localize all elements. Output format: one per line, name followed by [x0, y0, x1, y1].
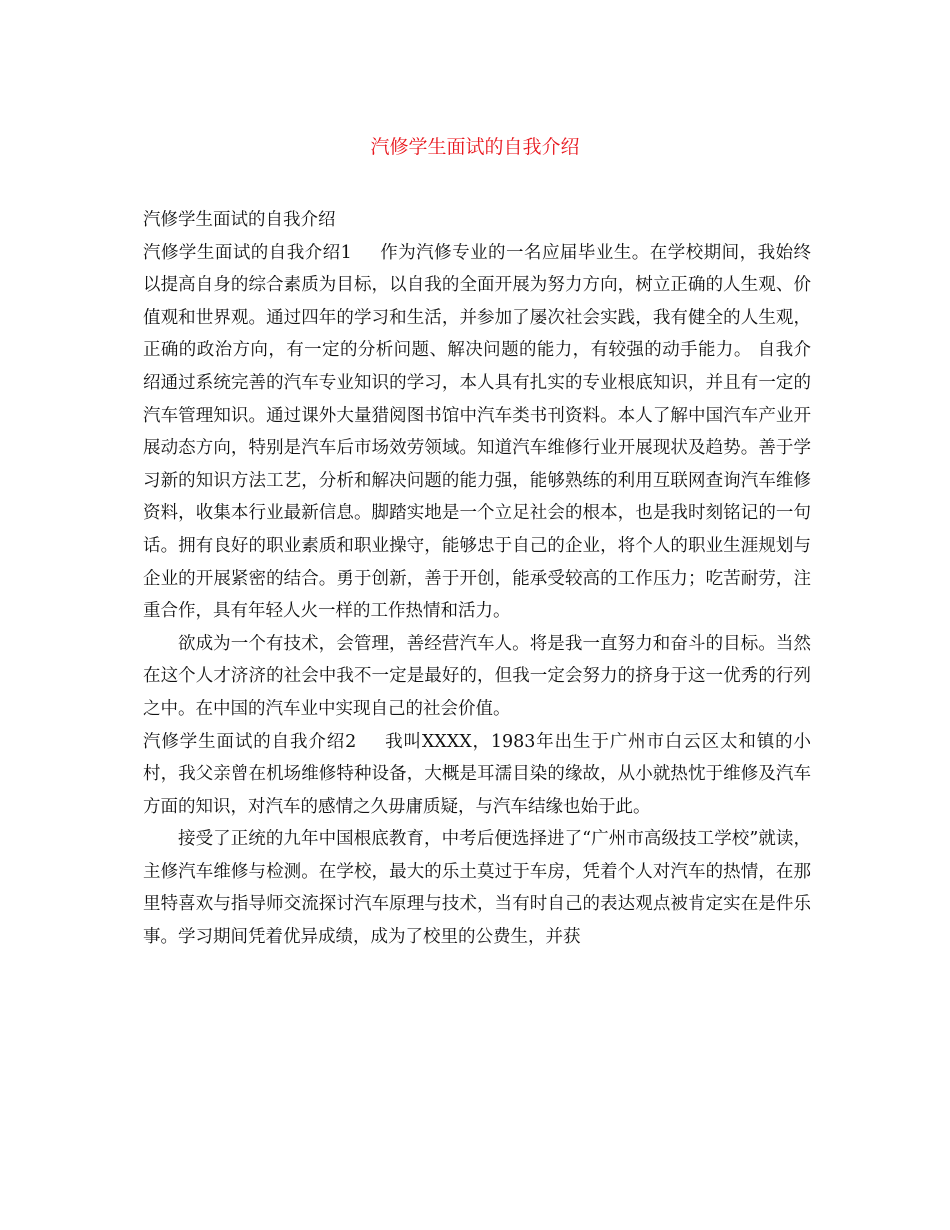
document-title: 汽修学生面试的自我介绍 [370, 136, 580, 158]
section-1-paragraph-2: 欲成为一个有技术，会管理，善经营汽车人。将是我一直努力和奋斗的目标。当然在这个人才济济的社会中我不一定是最好的，但我一定会努力的挤身于这一优秀的行列之中。在中国的汽车业中实现自己的社会价值。 [143, 633, 811, 719]
section-2-first-paragraph [143, 726, 811, 824]
document-subtitle: 汽修学生面试的自我介绍 [143, 210, 336, 230]
section-2-paragraph-2: 接受了正统的九年中国根底教育，中考后便选择进了“广州市高级技工学校”就读，主修汽车维修与检测。在学校，最大的乐土莫过于车房，凭着个人对汽车的热情，在那里特喜欢与指导师交流探讨汽车原理与技术，当有时自己的表达观点被肯定实在是件乐事。学习期间凭着优异成绩，成为了校里的公费生，并获 [143, 829, 811, 948]
document-body [143, 204, 811, 954]
section-2-heading: 汽修学生面试的自我介绍2 [143, 731, 357, 752]
section-2-paragraph-1: 我叫XXXX，1983年出生于广州市白云区太和镇的小村，我父亲曾在机场维修特种设备，大概是耳濡目染的缘故，从小就热忱于维修及汽车方面的知识，对汽车的感情之久毋庸质疑，与汽车结缘也始于此。 [143, 731, 811, 817]
section-1-first-paragraph [143, 237, 811, 628]
section-1-heading: 汽修学生面试的自我介绍1 [143, 242, 352, 263]
section-1-paragraph-1: 作为汽修专业的一名应届毕业生。在学校期间，我始终以提高自身的综合素质为目标，以自我的全面开展为努力方向，树立正确的人生观、价值观和世界观。通过四年的学习和生活，并参加了屡次社会实践，我有健全的人生观，正确的政治方向，有一定的分析问题、解决问题的能力，有较强的动手能力。 自我介绍通过系统完善的汽车专业知识的学习，本人具有扎实的专业根底知识，并且有一定的汽车管理知识。通过课外大量猎阅图书馆中汽车类书刊资料。本人了解中国汽车产业开展动态方向，特别是汽车后市场效劳领域。知道汽车维修行业开展现状及趋势。善于学习新的知识方法工艺，分析和解决问题的能力强，能够熟练的利用互联网查询汽车维修资料，收集本行业最新信息。脚踏实地是一个立足社会的根本，也是我时刻铭记的一句话。拥有良好的职业素质和职业操守，能够忠于自己的企业，将个人的职业生涯规划与企业的开展紧密的结合。勇于创新，善于开创，能承受较高的工作压力；吃苦耐劳，注重合作，具有年轻人火一样的工作热情和活力。 [143, 242, 811, 622]
